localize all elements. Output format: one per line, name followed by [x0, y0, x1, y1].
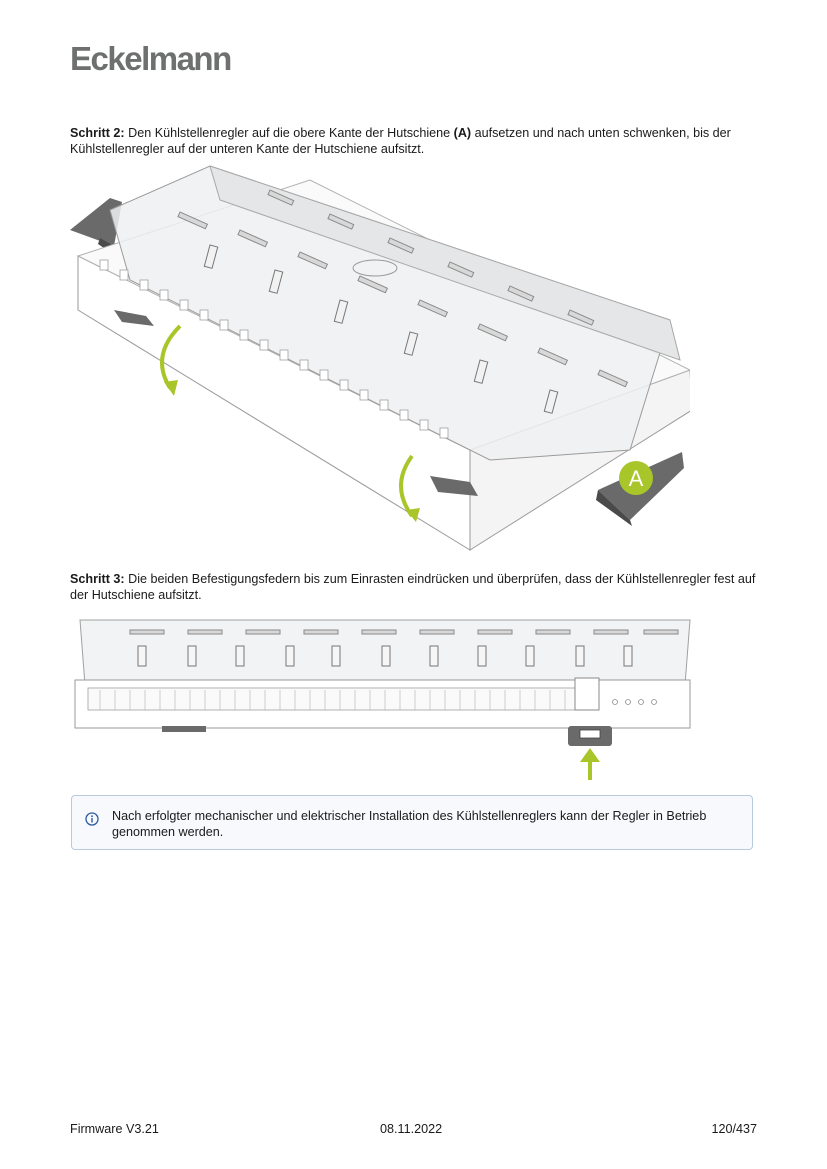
step-2-instruction [70, 125, 760, 157]
info-text: Nach erfolgter mechanischer und elektrischer Installation des Kühlstellenreglers kann der Regler in Betrieb genommen werden. [112, 809, 707, 839]
info-box [71, 795, 753, 850]
eckelmann-logo: Eckelmann [70, 40, 231, 77]
step-3-instruction [70, 571, 760, 603]
footer-page-number: 120/437 [711, 1122, 757, 1136]
info-icon [85, 812, 99, 826]
footer-date: 08.11.2022 [380, 1122, 443, 1136]
step-2-label: Schritt 2: [70, 126, 125, 140]
footer-firmware-version: Firmware V3.21 [70, 1122, 159, 1136]
step-2-text-after: aufsetzen und nach unten schwenken, bis der Kühlstellenregler auf der unteren Kante der Hutschiene aufsitzt. [70, 126, 731, 156]
step-2-text-before: Den Kühlstellenregler auf die obere Kante der Hutschiene [124, 126, 454, 140]
step-3-label: Schritt 3: [70, 572, 125, 586]
controller-front-view-illustration [70, 610, 700, 785]
step-2-label-a: (A) [453, 126, 472, 140]
step-3-text: Die beiden Befestigungsfedern bis zum Einrasten eindrücken und überprüfen, dass der Kühlstellenregler fest auf der Hutschiene aufsitzt. [70, 572, 756, 602]
controller-mounting-illustration [70, 160, 690, 552]
callout-a: A [628, 466, 644, 491]
